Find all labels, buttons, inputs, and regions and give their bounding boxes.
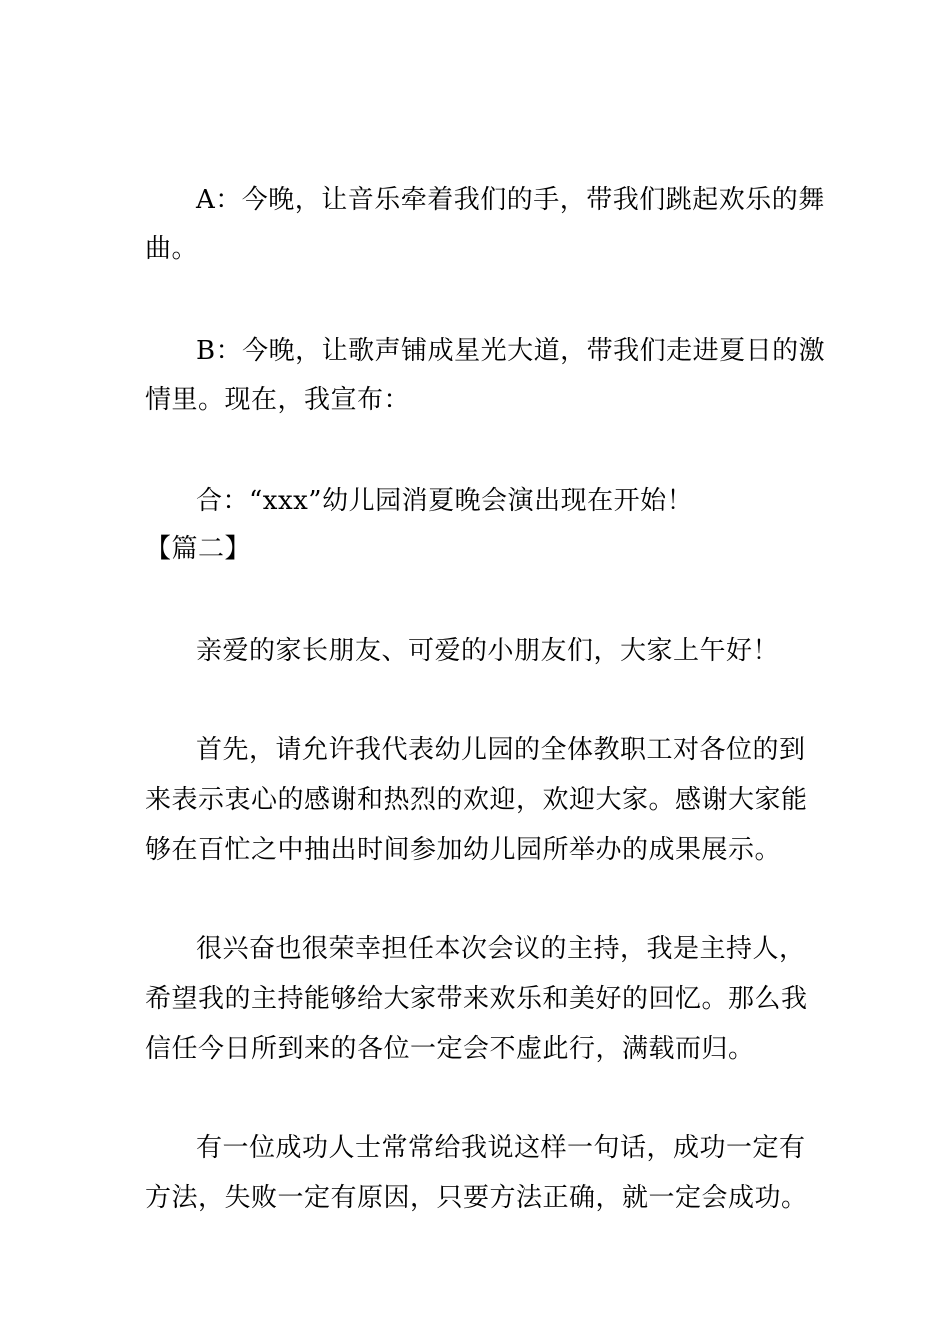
greeting-line: 亲爱的家长朋友、可爱的小朋友们，大家上午好！ xyxy=(196,636,780,666)
paragraph-first-line-2: 来表示衷心的感谢和热烈的欢迎，欢迎大家。感谢大家能 xyxy=(145,785,808,815)
paragraph-together-line: 合：“xxx”幼儿园消夏晚会演出现在开始！ xyxy=(196,486,694,516)
paragraph-host-line-1: 很兴奋也很荣幸担任本次会议的主持，我是主持人， xyxy=(196,934,806,964)
paragraph-b-line-2: 情里。现在，我宣布： xyxy=(145,385,411,415)
paragraph-b-line-1: B：今晚，让歌声铺成星光大道，带我们走进夏日的激 xyxy=(196,336,826,366)
paragraph-first-line-3: 够在百忙之中抽出时间参加幼儿园所举办的成果展示。 xyxy=(145,835,782,865)
section-heading: 【篇二】 xyxy=(145,534,252,564)
paragraph-host-line-3: 信任今日所到来的各位一定会不虚此行，满载而归。 xyxy=(145,1034,755,1064)
paragraph-host-line-2: 希望我的主持能够给大家带来欢乐和美好的回忆。那么我 xyxy=(145,984,808,1014)
paragraph-first-line-1: 首先，请允许我代表幼儿园的全体教职工对各位的到 xyxy=(196,735,806,765)
paragraph-success-line-1: 有一位成功人士常常给我说这样一句话，成功一定有 xyxy=(196,1133,806,1163)
paragraph-a-line-1: A：今晚，让音乐牵着我们的手，带我们跳起欢乐的舞 xyxy=(196,185,825,215)
paragraph-success-line-2: 方法，失败一定有原因，只要方法正确，就一定会成功。 xyxy=(145,1183,808,1213)
paragraph-a-line-2: 曲。 xyxy=(145,234,199,264)
